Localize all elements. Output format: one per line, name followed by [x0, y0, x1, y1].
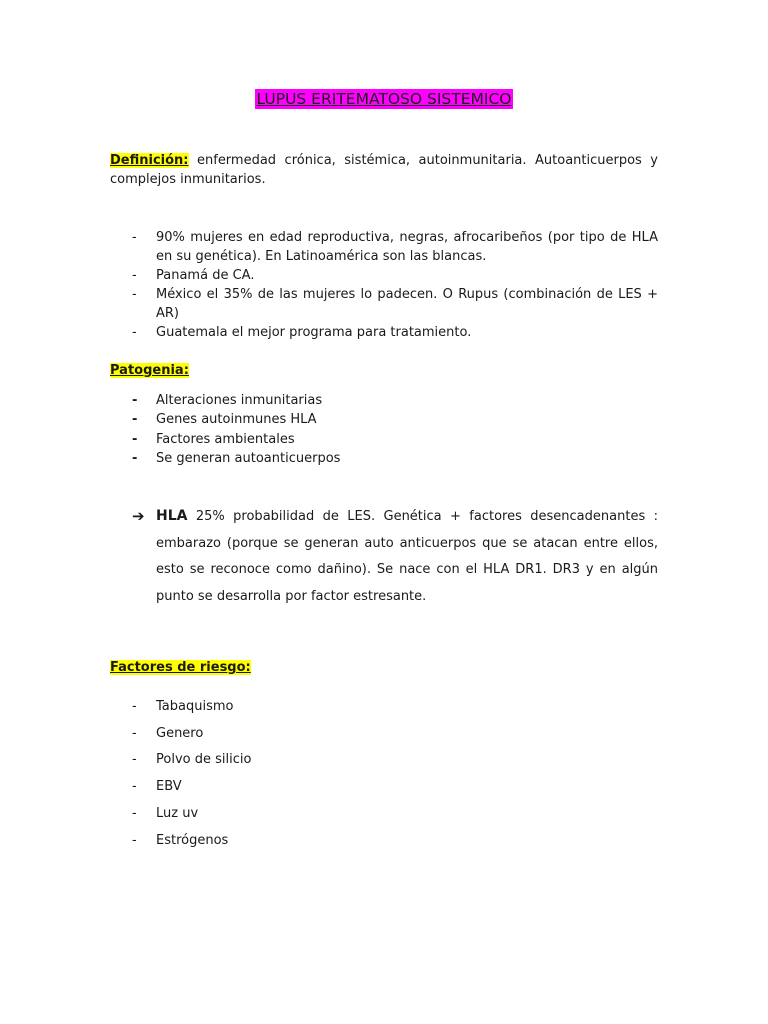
hla-text-block [132, 503, 658, 611]
list-item-text: Tabaquismo [156, 699, 234, 714]
list-item [110, 410, 658, 429]
definition-text: enfermedad crónica, sistémica, autoinmunitaria. Autoanticuerpos y complejos inmunitarios. [110, 153, 658, 187]
dash-bullet: - [132, 325, 137, 340]
hla-paragraph [132, 503, 658, 611]
dash-bullet: - [132, 268, 137, 283]
list-item [110, 801, 658, 828]
list-item-text: Panamá de CA. [156, 268, 255, 283]
list-item [110, 391, 658, 410]
list-item-text: Guatemala el mejor programa para tratamiento. [156, 325, 472, 340]
list-item-text: Se generan autoanticuerpos [156, 450, 341, 466]
list-item [110, 228, 658, 266]
list-item [110, 774, 658, 801]
list-item [110, 747, 658, 774]
dash-bullet: - [132, 230, 137, 245]
list-item [110, 721, 658, 748]
list-item-text: Alteraciones inmunitarias [156, 393, 323, 408]
definition-label: Definición: [110, 153, 189, 168]
definition-paragraph [110, 151, 658, 189]
factores-heading [110, 659, 251, 677]
title-container [110, 89, 658, 109]
dash-bullet: - [132, 287, 137, 302]
dash-bullet: - [132, 412, 138, 428]
dash-bullet: - [132, 779, 137, 795]
list-item [110, 449, 658, 468]
document-title: LUPUS ERITEMATOSO SISTEMICO [256, 90, 512, 108]
list-item-text: Estrógenos [156, 832, 229, 848]
list-item-text: Luz uv [156, 805, 199, 821]
factores-label: Factores de riesgo: [110, 660, 251, 675]
dash-bullet: - [132, 725, 137, 741]
list-item [110, 285, 658, 323]
dash-bullet: - [132, 805, 137, 821]
dash-bullet: - [132, 431, 138, 447]
dash-bullet: - [132, 832, 137, 848]
patogenia-heading [110, 362, 189, 380]
factores-list [110, 694, 658, 854]
dash-bullet: - [132, 699, 137, 714]
list-item-text: México el 35% de las mujeres lo padecen. O Rupus (combinación de LES + AR) [156, 287, 658, 321]
list-item [110, 828, 658, 855]
hla-text: 25% probabilidad de LES. Genética + factores desencadenantes : embarazo (porque se generan auto anticuerpos que se atacan entre ellos, esto se reconoce como dañino). Se nace con el HLA DR1. DR3 y en algún punto se desarrolla por factor estresante. [156, 509, 658, 605]
list-item-text: EBV [156, 779, 182, 795]
hla-lead: HLA [156, 508, 188, 524]
patogenia-list [110, 391, 658, 468]
patogenia-label: Patogenia: [110, 363, 189, 378]
dash-bullet: - [132, 752, 137, 768]
list-item-text: 90% mujeres en edad reproductiva, negras, afrocaribeños (por tipo de HLA en su genética). En Latinoamérica son las blancas. [156, 230, 658, 264]
list-item [110, 430, 658, 449]
list-item-text: Factores ambientales [156, 431, 295, 447]
arrow-right-icon: ➔ [132, 507, 145, 525]
list-item [110, 694, 658, 721]
list-item-text: Polvo de silicio [156, 752, 252, 768]
list-item [110, 323, 658, 342]
list-item-text: Genero [156, 725, 204, 741]
dash-bullet: - [132, 393, 138, 408]
epidemiology-list [110, 228, 658, 342]
list-item-text: Genes autoinmunes HLA [156, 412, 317, 428]
dash-bullet: - [132, 450, 138, 466]
list-item [110, 266, 658, 285]
